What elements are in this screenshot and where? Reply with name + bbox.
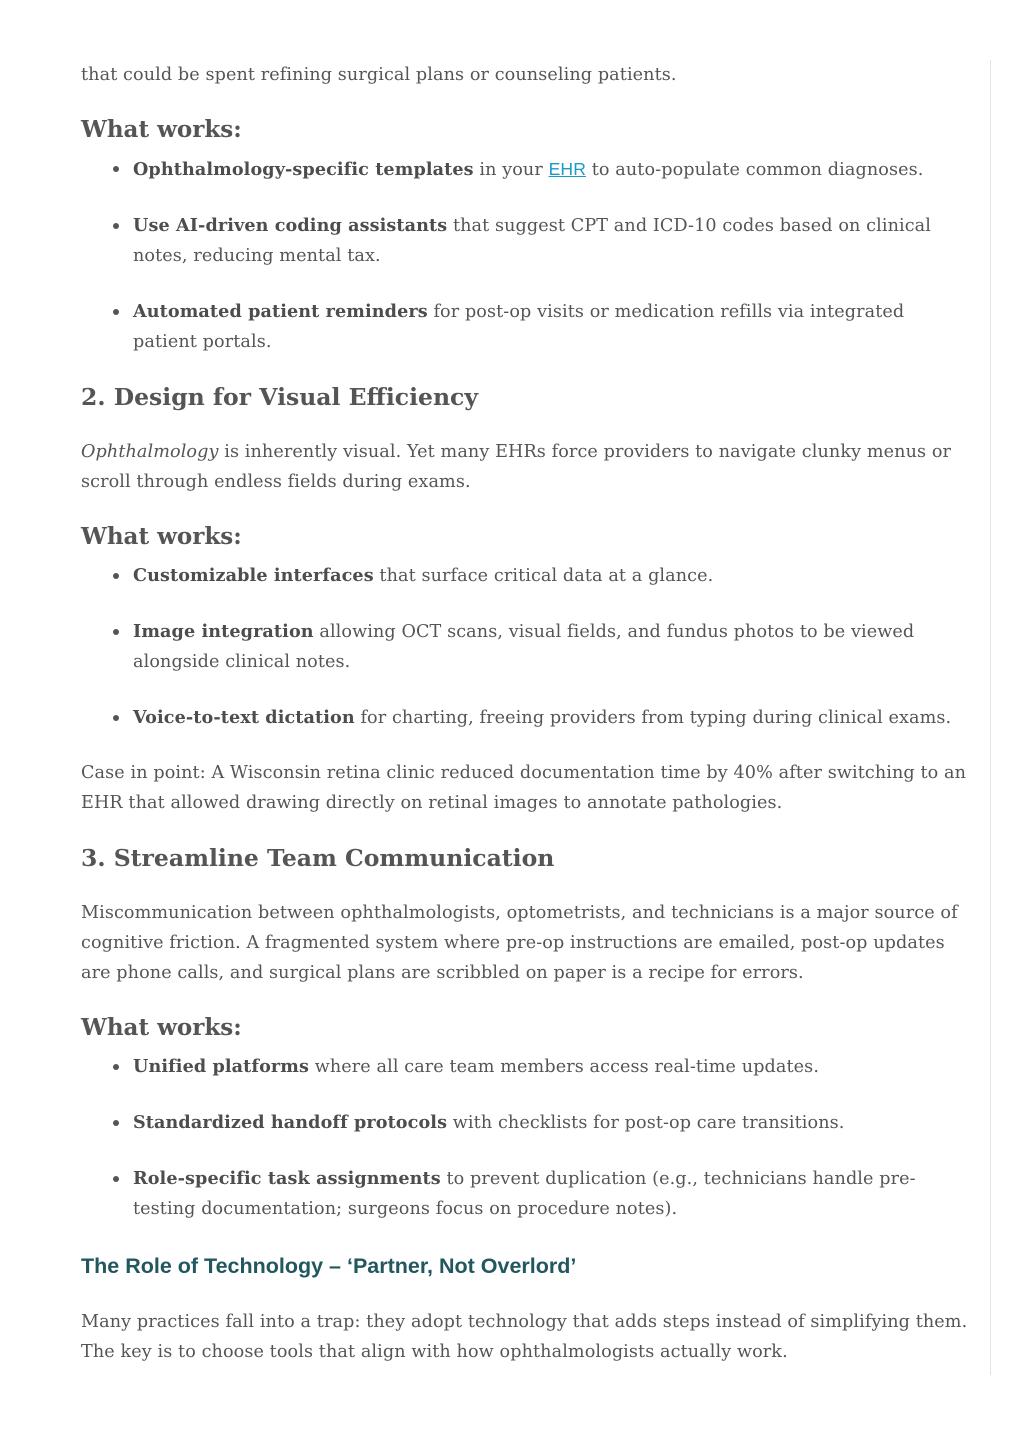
list-item-text: that surface critical data at a glance.: [373, 566, 714, 586]
list-item: [81, 297, 973, 357]
list-item-bold: Automated patient reminders: [133, 301, 428, 322]
list-item-text: where all care team members access real-time updates.: [309, 1057, 820, 1077]
list-item-text: for charting, freeing providers from typing during clinical exams.: [354, 708, 952, 728]
list-item: [81, 1108, 973, 1138]
list-item-bold: Ophthalmology-specific templates: [133, 159, 474, 180]
list-item-text: allowing OCT scans, visual fields, and fundus photos to be viewed alongside clinical notes.: [133, 622, 915, 672]
ehr-link[interactable]: EHR: [548, 159, 587, 179]
list-item: [81, 1164, 973, 1224]
list-item-text: to prevent duplication (e.g., technicians handle pre-testing documentation; surgeons focus on procedure notes).: [133, 1169, 916, 1219]
list-item: [81, 703, 973, 733]
what-works-list-2: [81, 561, 973, 733]
list-item-text: to auto-populate common diagnoses.: [586, 160, 924, 180]
list-item-bold: Unified platforms: [133, 1056, 309, 1077]
section-heading-team-communication: 3. Streamline Team Communication: [81, 844, 555, 872]
list-item-bold: Image integration: [133, 621, 314, 642]
section-heading-visual-efficiency: 2. Design for Visual Efficiency: [81, 383, 479, 411]
list-item-text: in your: [473, 160, 549, 180]
section2-paragraph: [81, 437, 973, 497]
list-item-text: with checklists for post-op care transitions.: [447, 1113, 845, 1133]
list-item-bold: Voice-to-text dictation: [133, 707, 355, 728]
list-item-bold: Customizable interfaces: [133, 565, 374, 586]
what-works-heading-3: What works:: [81, 1014, 242, 1041]
what-works-list-1: [81, 154, 973, 357]
list-item-bold: Use AI-driven coding assistants: [133, 215, 448, 236]
list-item: [81, 211, 973, 271]
section3-paragraph: Miscommunication between ophthalmologists, optometrists, and technicians is a major source of cognitive friction. A fragmented system where pre-op instructions are emailed, post-op updates are phone calls, and surgical plans are scribbled on paper is a recipe for errors.: [81, 903, 958, 983]
case-in-point-paragraph: Case in point: A Wisconsin retina clinic reduced documentation time by 40% after switching to an EHR that allowed drawing directly on retinal images to annotate pathologies.: [81, 763, 967, 813]
what-works-heading-2: What works:: [81, 523, 242, 550]
paragraph-text: is inherently visual. Yet many EHRs force providers to navigate clunky menus or scroll through endless fields during exams.: [81, 442, 952, 492]
list-item: [81, 1052, 973, 1082]
section-heading-role-of-technology: The Role of Technology – ‘Partner, Not Overlord’: [81, 1254, 577, 1278]
list-item-bold: Standardized handoff protocols: [133, 1112, 448, 1133]
intro-paragraph: that could be spent refining surgical plans or counseling patients.: [81, 65, 677, 85]
list-item: [81, 617, 973, 677]
italic-term: Ophthalmology: [81, 442, 219, 462]
list-item: [81, 561, 973, 591]
list-item-bold: Role-specific task assignments: [133, 1168, 441, 1189]
article-content: [81, 60, 973, 1367]
what-works-heading-1: What works:: [81, 116, 242, 143]
list-item: [81, 154, 973, 185]
right-divider: [990, 60, 991, 1375]
what-works-list-3: [81, 1052, 973, 1224]
section4-paragraph: Many practices fall into a trap: they adopt technology that adds steps instead of simplifying them. The key is to choose tools that align with how ophthalmologists actually work.: [81, 1312, 968, 1362]
list-item-text: that suggest CPT and ICD-10 codes based on clinical notes, reducing mental tax.: [133, 216, 931, 266]
list-item-text: for post-op visits or medication refills via integrated patient portals.: [133, 302, 905, 352]
